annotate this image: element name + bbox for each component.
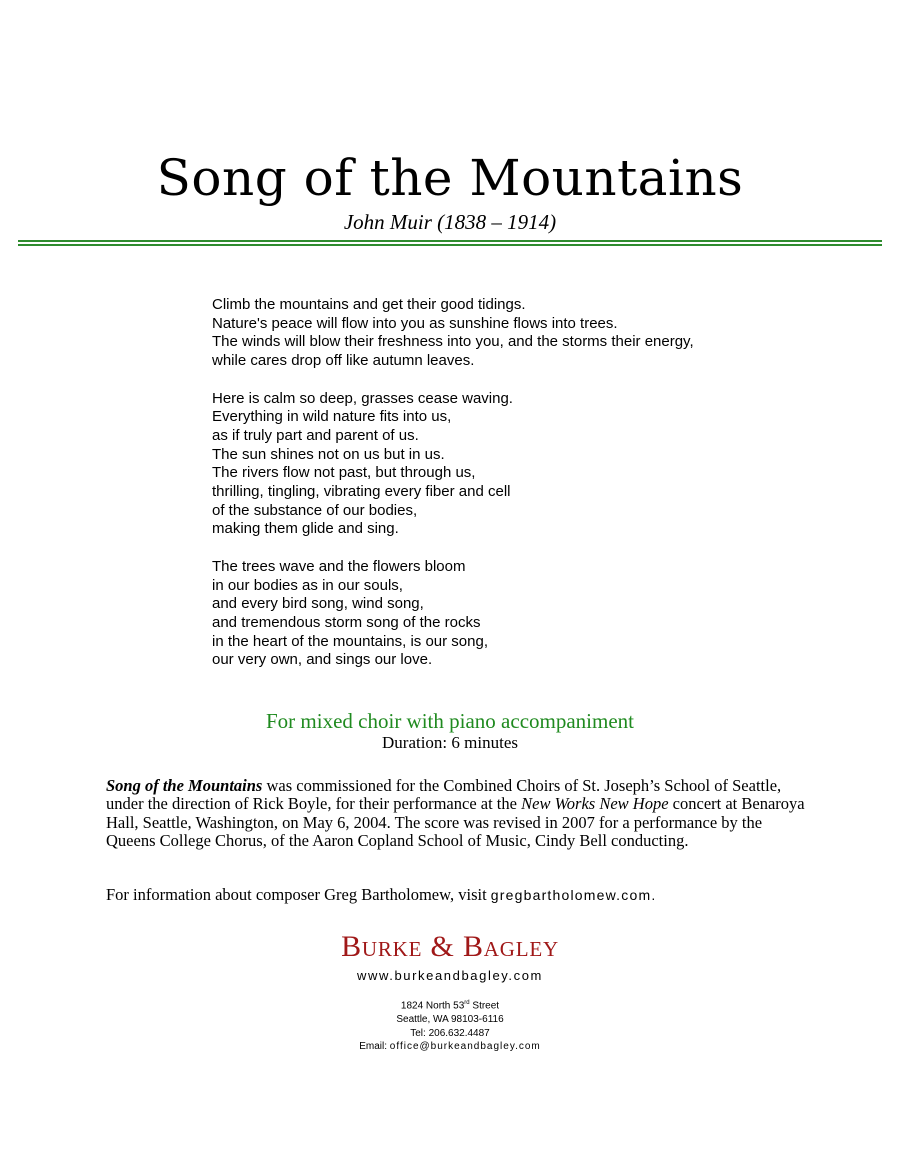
scoring-line: For mixed choir with piano accompaniment bbox=[266, 709, 634, 733]
poem-text bbox=[212, 296, 772, 670]
stanza-3 bbox=[212, 558, 772, 670]
header-rule-bottom bbox=[18, 244, 882, 246]
duration-line: Duration: 6 minutes bbox=[382, 733, 518, 752]
poem-line: in our bodies as in our souls, bbox=[212, 576, 403, 594]
concert-name: New Works New Hope bbox=[521, 794, 669, 814]
publisher-website-link[interactable]: www.burkeandbagley.com bbox=[357, 968, 543, 983]
author-credit: John Muir (1838 – 1914) bbox=[343, 210, 557, 234]
info-text: For information about composer Greg Bartholomew, visit bbox=[106, 885, 491, 904]
publisher-address bbox=[0, 997, 900, 1054]
poem-line: making them glide and sing. bbox=[212, 520, 399, 538]
poem-line: and tremendous storm song of the rocks bbox=[212, 613, 481, 631]
stanza-2 bbox=[212, 390, 772, 540]
notes-text-2: concert at Benaroya Hall, Seattle, Washington, on May 6, 2004. The score was revised in 2007 for a performance by the Queens College Chorus, of the Aaron Copland School of Music, Cindy Bell conducting. bbox=[106, 794, 805, 851]
poem-line: Nature's peace will flow into you as sunshine flows into trees. bbox=[212, 314, 618, 332]
poem-line: The sun shines not on us but in us. bbox=[212, 445, 445, 463]
poem-line: as if truly part and parent of us. bbox=[212, 426, 419, 444]
email-link[interactable]: office@burkeandbagley.com bbox=[389, 1041, 541, 1053]
poem-line: of the substance of our bodies, bbox=[212, 501, 418, 519]
work-title: Song of the Mountains bbox=[106, 776, 263, 795]
poem-line: in the heart of the mountains, is our song, bbox=[212, 632, 488, 650]
poem-line: our very own, and sings our love. bbox=[212, 651, 433, 669]
poem-line: and every bird song, wind song, bbox=[212, 595, 424, 613]
email-label: Email: bbox=[359, 1041, 390, 1053]
header-rule-top bbox=[18, 240, 882, 242]
notes-text-1: was commissioned for the Combined Choirs of St. Joseph’s School of Seattle, under the direction of Rick Boyle, for their performance at the bbox=[106, 776, 782, 814]
poem-line: Everything in wild nature fits into us, bbox=[212, 408, 452, 426]
poem-line: The trees wave and the flowers bloom bbox=[212, 557, 466, 575]
page-title: Song of the Mountains bbox=[156, 149, 744, 207]
poem-line: The winds will blow their freshness into you, and the storms their energy, bbox=[212, 333, 694, 351]
address-street: 1824 North 53rd Street bbox=[400, 1000, 500, 1012]
stanza-1 bbox=[212, 296, 772, 371]
composer-website-link[interactable]: gregbartholomew.com. bbox=[490, 887, 657, 903]
poem-line: thrilling, tingling, vibrating every fiber and cell bbox=[212, 483, 511, 501]
address-city: Seattle, WA 98103-6116 bbox=[396, 1013, 504, 1025]
poem-line: Climb the mountains and get their good tidings. bbox=[212, 296, 526, 313]
address-phone: Tel: 206.632.4487 bbox=[410, 1027, 490, 1039]
poem-line: while cares drop off like autumn leaves. bbox=[212, 352, 475, 370]
publisher-logo: Burke & Bagley bbox=[341, 930, 559, 963]
poem-line: Here is calm so deep, grasses cease waving. bbox=[212, 389, 513, 407]
address-email bbox=[0, 1040, 900, 1054]
composer-info bbox=[106, 886, 826, 904]
program-notes bbox=[106, 777, 806, 851]
poem-line: The rivers flow not past, but through us, bbox=[212, 464, 476, 482]
